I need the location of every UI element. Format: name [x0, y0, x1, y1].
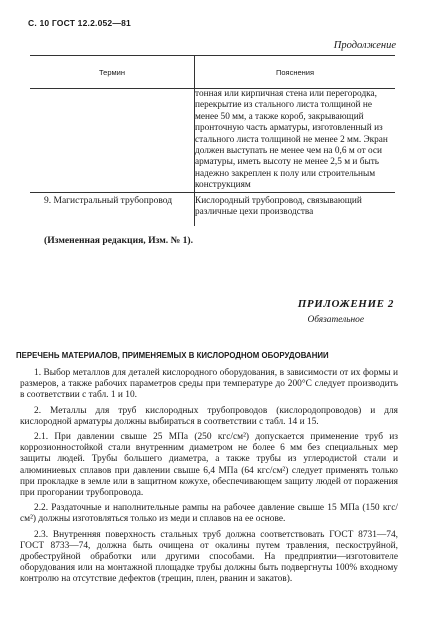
appendix-body — [20, 368, 398, 590]
term-cell: 9. Магистральный трубопровод — [30, 192, 195, 226]
explanation-cell: Кислородный трубопровод, связывающий различные цехи производства — [195, 192, 396, 226]
table-row — [30, 192, 395, 226]
section-heading: ПЕРЕЧЕНЬ МАТЕРИАЛОВ, ПРИМЕНЯЕМЫХ В КИСЛОРОДНОМ ОБОРУДОВАНИИ — [16, 351, 329, 360]
revision-note: (Измененная редакция, Изм. № 1). — [44, 235, 194, 246]
column-header-explanation: Пояснения — [195, 56, 396, 89]
term-cell — [30, 89, 195, 193]
table-header-row — [30, 56, 395, 89]
continuation-label: Продолжение — [333, 40, 396, 51]
column-header-term: Термин — [30, 56, 195, 89]
paragraph: 1. Выбор металлов для деталей кислородного оборудования, в зависимости от их формы и размеров, а также рабочих параметров среды при температуре до 200°С следует производить в соответствии с табл. 1 и 10. — [20, 368, 398, 401]
paragraph: 2. Металлы для труб кислородных трубопроводов (кислородопроводов) и для кислородной арматуры должны выбираться в соответствии с табл. 14 и 15. — [20, 405, 398, 427]
table-row — [30, 89, 395, 193]
paragraph: 2.2. Раздаточные и наполнительные рампы на рабочее давление свыше 15 МПа (150 кгс/см²) должны изготовляться только из меди и сплавов на ее основе. — [20, 503, 398, 525]
paragraph: 2.3. Внутренняя поверхность стальных труб должна соответствовать ГОСТ 8731—74, ГОСТ 8733—74, должна быть очищена от окалины путем травления, пескоструйной, дробеструйной обработки или другими способами. На предприятии—изготовителе оборудования или на монтажной площадке трубы должны быть подвергнуты 100% входному контролю на отсутствие дефектов (трещин, плен, рванин и закатов). — [20, 529, 398, 585]
appendix-title: ПРИЛОЖЕНИЕ 2 — [297, 298, 394, 310]
paragraph: 2.1. При давлении свыше 25 МПа (250 кгс/см²) допускается применение труб из коррозионностойкой стали внутренним диаметром не более 6 мм без специальных мер защиты людей. Трубы большего диаметра, а также трубы из углеродистой стали и алюминиевых сплавов при давлении свыше 6,4 МПа (64 кгс/см²) следует применять только при прокладке в земле или в защитном кожухе, обеспечивающем защиту людей от поражения при прогорании трубопровода. — [20, 432, 398, 499]
page-header: С. 10 ГОСТ 12.2.052—81 — [28, 18, 131, 28]
appendix-status: Обязательное — [307, 315, 364, 325]
explanation-cell: тонная или кирпичная стена или перегородка, перекрытие из стального листа толщиной не менее 50 мм, а также короб, закрывающий пронточную часть арматуры, изготовленный из стального листа толщиной не менее 2 мм. Экран должен выступать не менее чем на 0,6 м от оси арматуры, иметь высоту не менее 2,5 м и быть надежно закреплен к полу или строительным конструкциям — [195, 89, 396, 193]
terms-table — [30, 55, 395, 226]
